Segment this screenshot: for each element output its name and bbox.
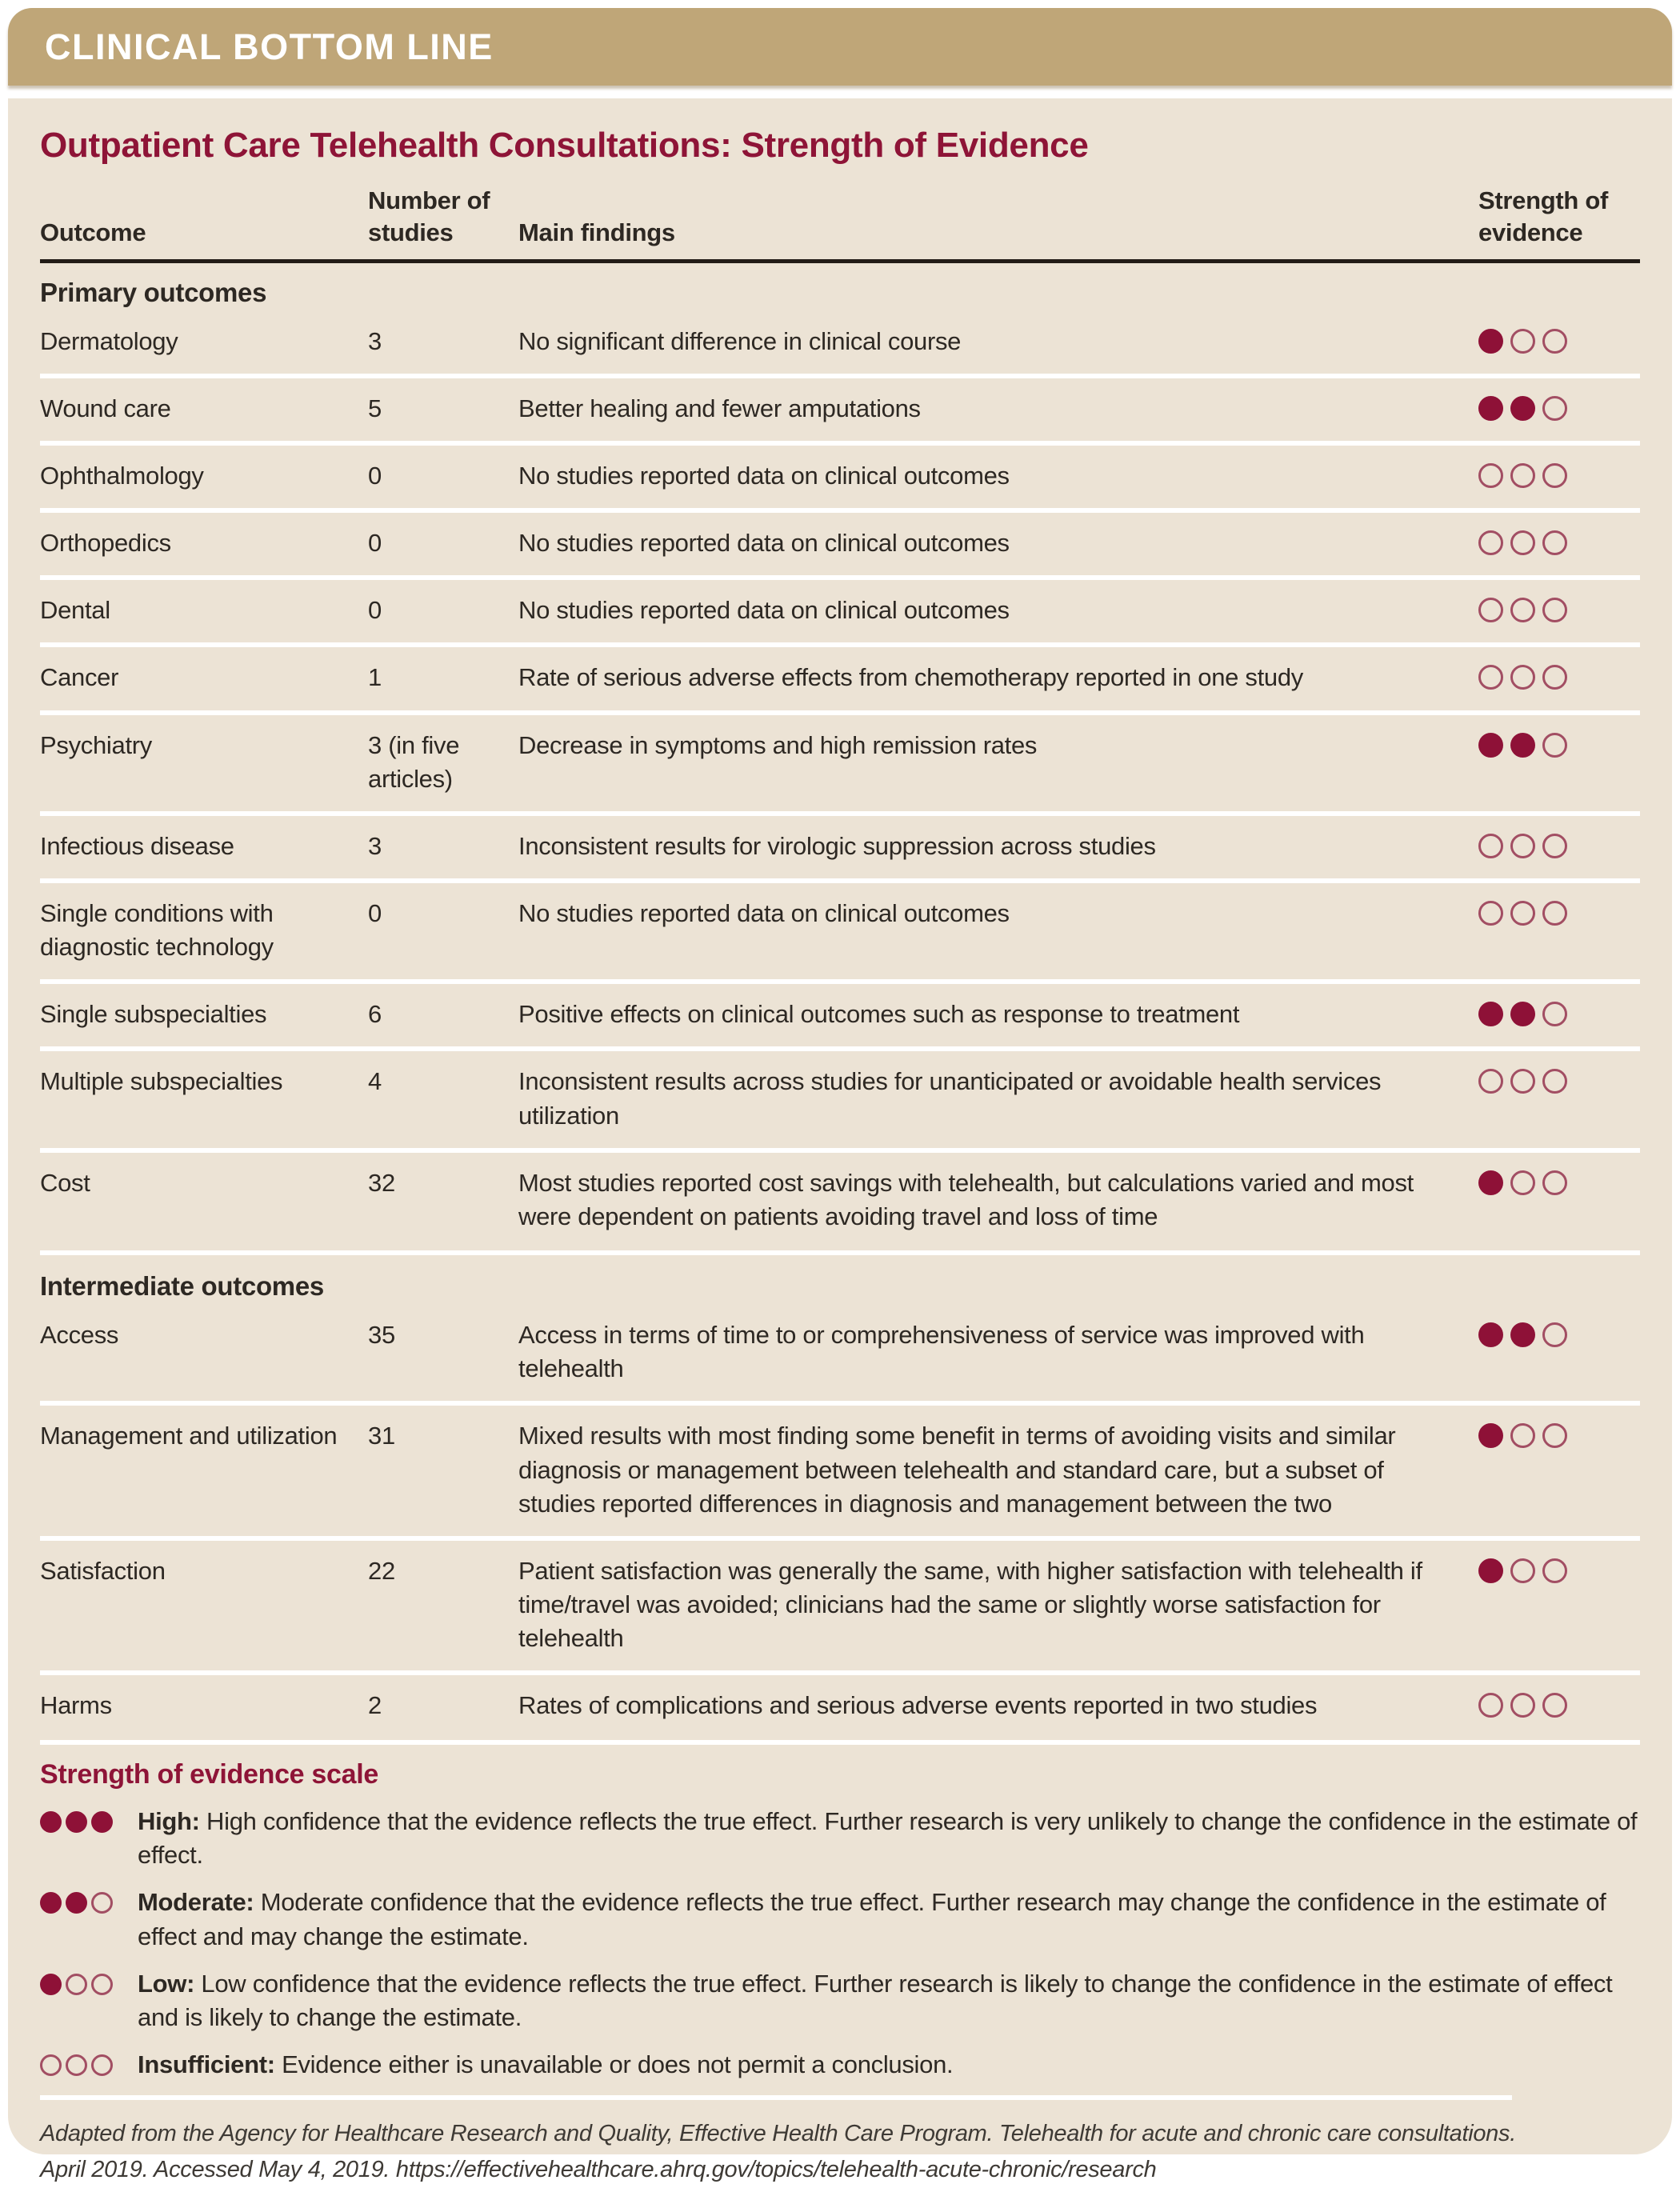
legend-title: Strength of evidence scale bbox=[40, 1758, 379, 1790]
findings-cell: Access in terms of time to or comprehensiveness of service was improved with telehealth bbox=[518, 1321, 1365, 1383]
findings-cell: Patient satisfaction was generally the same, with higher satisfaction with telehealth if time/travel was avoided; clinicians had the same or slightly worse satisfaction for telehealth bbox=[518, 1556, 1422, 1653]
studies-cell: 0 bbox=[368, 899, 382, 927]
studies-cell: 6 bbox=[368, 1000, 382, 1029]
studies-cell: 32 bbox=[368, 1168, 395, 1197]
table-row bbox=[40, 878, 1640, 979]
outcome-cell: Psychiatry bbox=[40, 730, 152, 759]
legend-entry bbox=[40, 1967, 1640, 2036]
strength-cell bbox=[1478, 594, 1640, 627]
evidence-dot-filled bbox=[1478, 1322, 1503, 1347]
outcome-cell: Dental bbox=[40, 596, 110, 625]
col-header-studies: Number of studies bbox=[368, 186, 490, 247]
outcome-cell: Orthopedics bbox=[40, 529, 171, 558]
findings-cell: Rates of complications and serious adverse events reported in two studies bbox=[518, 1691, 1318, 1720]
studies-cell: 3 (in five articles) bbox=[368, 730, 460, 793]
outcome-cell: Dermatology bbox=[40, 326, 178, 355]
findings-cell: No significant difference in clinical course bbox=[518, 326, 962, 355]
outcome-cell: Infectious disease bbox=[40, 831, 234, 860]
evidence-dot-empty bbox=[1542, 530, 1567, 555]
studies-cell: 0 bbox=[368, 596, 382, 625]
outcome-cell: Harms bbox=[40, 1691, 112, 1720]
findings-cell: Mixed results with most finding some benefit in terms of avoiding visits and similar diagnosis or management between telehealth and standard care, but a subset of studies reported differences in diagnosis and management between the two bbox=[518, 1422, 1396, 1518]
studies-cell: 31 bbox=[368, 1422, 395, 1450]
findings-cell: No studies reported data on clinical outcomes bbox=[518, 899, 1010, 927]
legend-entry-label: High: bbox=[138, 1806, 200, 1835]
evidence-dot-empty bbox=[1542, 329, 1567, 354]
findings-cell: Decrease in symptoms and high remission rates bbox=[518, 730, 1038, 759]
evidence-dot-empty bbox=[66, 1974, 87, 1995]
legend-entry bbox=[40, 1805, 1640, 1874]
outcome-cell: Management and utilization bbox=[40, 1422, 338, 1450]
evidence-dot-empty bbox=[1510, 1069, 1535, 1094]
strength-cell bbox=[1478, 661, 1640, 694]
legend-entry bbox=[40, 1886, 1640, 1954]
table-header-row bbox=[40, 185, 1640, 263]
strength-dots bbox=[1478, 1166, 1616, 1195]
evidence-dot-filled bbox=[1478, 329, 1503, 354]
table-row bbox=[40, 374, 1640, 441]
strength-dots bbox=[1478, 661, 1616, 690]
evidence-dot-empty bbox=[1542, 733, 1567, 758]
footnote-line: April 2019. Accessed May 4, 2019. https://effectivehealthcare.ahrq.gov/topics/telehealth-acute-chronic/research bbox=[40, 2156, 1157, 2182]
strength-dots bbox=[1478, 1554, 1616, 1583]
section-label: Intermediate outcomes bbox=[40, 1250, 1640, 1305]
evidence-dot-empty bbox=[1510, 1423, 1535, 1448]
evidence-dot-filled bbox=[91, 1811, 113, 1833]
table-row bbox=[40, 1305, 1640, 1401]
legend-section bbox=[40, 1740, 1640, 2082]
evidence-dot-filled bbox=[1478, 1558, 1503, 1583]
outcome-cell: Multiple subspecialties bbox=[40, 1067, 283, 1096]
evidence-dot-empty bbox=[1542, 396, 1567, 421]
table-row bbox=[40, 1670, 1640, 1738]
findings-cell: Positive effects on clinical outcomes such as response to treatment bbox=[518, 1000, 1240, 1029]
findings-cell: No studies reported data on clinical outcomes bbox=[518, 461, 1010, 490]
evidence-dot-empty bbox=[1510, 598, 1535, 622]
strength-dots bbox=[40, 1805, 138, 1874]
findings-cell: Rate of serious adverse effects from chemotherapy reported in one study bbox=[518, 663, 1303, 692]
evidence-dot-filled bbox=[40, 1974, 62, 1995]
studies-cell: 3 bbox=[368, 326, 382, 355]
strength-dots bbox=[1478, 526, 1616, 555]
evidence-dot-empty bbox=[1542, 1002, 1567, 1026]
strength-dots bbox=[1478, 1419, 1616, 1448]
footer-divider bbox=[40, 2095, 1512, 2100]
strength-cell bbox=[1478, 729, 1640, 796]
strength-cell bbox=[1478, 1554, 1640, 1655]
evidence-dot-empty bbox=[1542, 463, 1567, 488]
evidence-dot-filled bbox=[1510, 1002, 1535, 1026]
evidence-dot-filled bbox=[40, 1892, 62, 1914]
strength-cell bbox=[1478, 998, 1640, 1031]
table-row bbox=[40, 441, 1640, 508]
strength-dots bbox=[1478, 459, 1616, 488]
findings-cell: Most studies reported cost savings with telehealth, but calculations varied and most were dependent on patients avoiding travel and loss of time bbox=[518, 1168, 1414, 1230]
findings-cell: Better healing and fewer amputations bbox=[518, 394, 921, 422]
legend-entries bbox=[40, 1805, 1640, 2082]
studies-cell: 0 bbox=[368, 529, 382, 558]
strength-dots bbox=[40, 1967, 138, 2036]
evidence-dot-empty bbox=[91, 1892, 113, 1914]
findings-cell: Inconsistent results for virologic suppression across studies bbox=[518, 831, 1156, 860]
strength-cell bbox=[1478, 1689, 1640, 1722]
strength-dots bbox=[1478, 729, 1616, 758]
footnote-line: Adapted from the Agency for Healthcare Research and Quality, Effective Health Care Program. Telehealth for acute and chronic care consultations. bbox=[40, 2120, 1516, 2146]
studies-cell: 35 bbox=[368, 1321, 395, 1350]
evidence-dot-empty bbox=[1478, 1069, 1503, 1094]
studies-cell: 1 bbox=[368, 663, 382, 692]
table-row bbox=[40, 710, 1640, 811]
evidence-dot-filled bbox=[1478, 733, 1503, 758]
strength-dots bbox=[1478, 830, 1616, 858]
table-row bbox=[40, 311, 1640, 374]
studies-cell: 4 bbox=[368, 1067, 382, 1096]
col-header-outcome: Outcome bbox=[40, 218, 146, 247]
evidence-dot-empty bbox=[1542, 1423, 1567, 1448]
outcome-cell: Single conditions with diagnostic technology bbox=[40, 899, 274, 962]
legend-entry-label: Low: bbox=[138, 1969, 195, 1998]
legend-entry-label: Moderate: bbox=[138, 1888, 254, 1917]
strength-cell bbox=[1478, 325, 1640, 358]
strength-dots bbox=[1478, 1318, 1616, 1347]
strength-cell bbox=[1478, 1065, 1640, 1132]
evidence-dot-empty bbox=[40, 2054, 62, 2076]
evidence-dot-empty bbox=[1542, 1170, 1567, 1195]
evidence-dot-empty bbox=[1542, 665, 1567, 690]
page-title: Outpatient Care Telehealth Consultations: Strength of Evidence bbox=[40, 126, 1089, 165]
legend-entry-text: Moderate: Moderate confidence that the evidence reflects the true effect. Further research may change the confidence in the estimate of effect and may change the estimate. bbox=[138, 1888, 1606, 1950]
evidence-dot-filled bbox=[1510, 733, 1535, 758]
legend-entry bbox=[40, 2048, 1640, 2082]
evidence-dot-empty bbox=[1542, 1069, 1567, 1094]
outcome-cell: Cancer bbox=[40, 663, 119, 692]
evidence-dot-filled bbox=[1510, 396, 1535, 421]
table-row bbox=[40, 1401, 1640, 1535]
outcome-cell: Single subspecialties bbox=[40, 1000, 267, 1029]
strength-cell bbox=[1478, 459, 1640, 493]
evidence-dot-filled bbox=[1510, 1322, 1535, 1347]
evidence-dot-empty bbox=[1542, 1322, 1567, 1347]
table-row bbox=[40, 1148, 1640, 1249]
studies-cell: 22 bbox=[368, 1556, 395, 1585]
evidence-dot-empty bbox=[66, 2054, 87, 2076]
evidence-dot-filled bbox=[1478, 396, 1503, 421]
strength-dots bbox=[1478, 897, 1616, 926]
strength-cell bbox=[1478, 1318, 1640, 1386]
evidence-dot-empty bbox=[1510, 1693, 1535, 1718]
evidence-dot-empty bbox=[91, 1974, 113, 1995]
findings-cell: No studies reported data on clinical outcomes bbox=[518, 529, 1010, 558]
evidence-dot-empty bbox=[1542, 1693, 1567, 1718]
outcome-cell: Wound care bbox=[40, 394, 171, 422]
evidence-dot-empty bbox=[1542, 901, 1567, 926]
evidence-dot-empty bbox=[91, 2054, 113, 2076]
table-row bbox=[40, 979, 1640, 1046]
section-label: Primary outcomes bbox=[40, 277, 267, 307]
evidence-dot-empty bbox=[1510, 901, 1535, 926]
strength-cell bbox=[1478, 526, 1640, 560]
clinical-bottom-line-banner bbox=[8, 8, 1672, 86]
evidence-dot-empty bbox=[1478, 598, 1503, 622]
content-panel bbox=[8, 98, 1672, 2182]
evidence-dot-empty bbox=[1542, 834, 1567, 858]
strength-cell bbox=[1478, 392, 1640, 426]
strength-dots bbox=[1478, 1065, 1616, 1094]
evidence-dot-filled bbox=[40, 1811, 62, 1833]
outcome-cell: Access bbox=[40, 1321, 119, 1350]
legend-entry-text: High: High confidence that the evidence reflects the true effect. Further research is very unlikely to change the confidence in the estimate of effect. bbox=[138, 1806, 1638, 1870]
source-footnote bbox=[40, 2116, 1584, 2188]
evidence-dot-empty bbox=[1510, 463, 1535, 488]
table-row bbox=[40, 811, 1640, 878]
studies-cell: 3 bbox=[368, 831, 382, 860]
studies-cell: 5 bbox=[368, 394, 382, 422]
evidence-dot-empty bbox=[1542, 1558, 1567, 1583]
outcome-cell: Satisfaction bbox=[40, 1556, 166, 1585]
col-header-findings: Main findings bbox=[518, 218, 675, 247]
evidence-dot-empty bbox=[1510, 834, 1535, 858]
evidence-dot-empty bbox=[1510, 1558, 1535, 1583]
banner-title: CLINICAL BOTTOM LINE bbox=[45, 26, 494, 67]
studies-cell: 0 bbox=[368, 461, 382, 490]
legend-entry-text: Low: Low confidence that the evidence reflects the true effect. Further research is likely to change the confidence in the estimate of effect and is likely to change the estimate. bbox=[138, 1969, 1613, 2032]
studies-cell: 2 bbox=[368, 1691, 382, 1720]
evidence-dot-empty bbox=[1478, 901, 1503, 926]
outcome-cell: Cost bbox=[40, 1168, 90, 1197]
evidence-dot-filled bbox=[1478, 1170, 1503, 1195]
strength-dots bbox=[1478, 325, 1616, 354]
evidence-dot-filled bbox=[66, 1811, 87, 1833]
strength-cell bbox=[1478, 1166, 1640, 1234]
strength-cell bbox=[1478, 830, 1640, 863]
table-row bbox=[40, 508, 1640, 575]
strength-dots bbox=[40, 1886, 138, 1954]
evidence-dot-empty bbox=[1510, 329, 1535, 354]
outcome-cell: Ophthalmology bbox=[40, 461, 204, 490]
evidence-dot-empty bbox=[1542, 598, 1567, 622]
findings-cell: No studies reported data on clinical outcomes bbox=[518, 596, 1010, 625]
evidence-dot-filled bbox=[66, 1892, 87, 1914]
strength-dots bbox=[1478, 998, 1616, 1026]
strength-dots bbox=[1478, 1689, 1616, 1718]
evidence-dot-empty bbox=[1478, 834, 1503, 858]
strength-cell bbox=[1478, 897, 1640, 964]
col-header-strength: Strength of evidence bbox=[1478, 186, 1609, 247]
evidence-dot-empty bbox=[1478, 665, 1503, 690]
legend-entry-label: Insufficient: bbox=[138, 2050, 275, 2079]
table-row bbox=[40, 1536, 1640, 1670]
strength-cell bbox=[1478, 1419, 1640, 1520]
evidence-dot-empty bbox=[1478, 463, 1503, 488]
evidence-dot-empty bbox=[1510, 665, 1535, 690]
evidence-dot-empty bbox=[1478, 530, 1503, 555]
legend-entry-text: Insufficient: Evidence either is unavailable or does not permit a conclusion. bbox=[138, 2050, 954, 2079]
evidence-dot-empty bbox=[1510, 1170, 1535, 1195]
findings-cell: Inconsistent results across studies for unanticipated or avoidable health services utilization bbox=[518, 1067, 1382, 1130]
evidence-dot-empty bbox=[1510, 530, 1535, 555]
table-row bbox=[40, 642, 1640, 710]
evidence-table-body bbox=[40, 263, 1640, 1738]
table-row bbox=[40, 575, 1640, 642]
strength-dots bbox=[40, 2048, 138, 2082]
strength-dots bbox=[1478, 594, 1616, 622]
table-row bbox=[40, 1046, 1640, 1147]
strength-dots bbox=[1478, 392, 1616, 421]
evidence-dot-filled bbox=[1478, 1002, 1503, 1026]
evidence-dot-empty bbox=[1478, 1693, 1503, 1718]
evidence-dot-filled bbox=[1478, 1423, 1503, 1448]
